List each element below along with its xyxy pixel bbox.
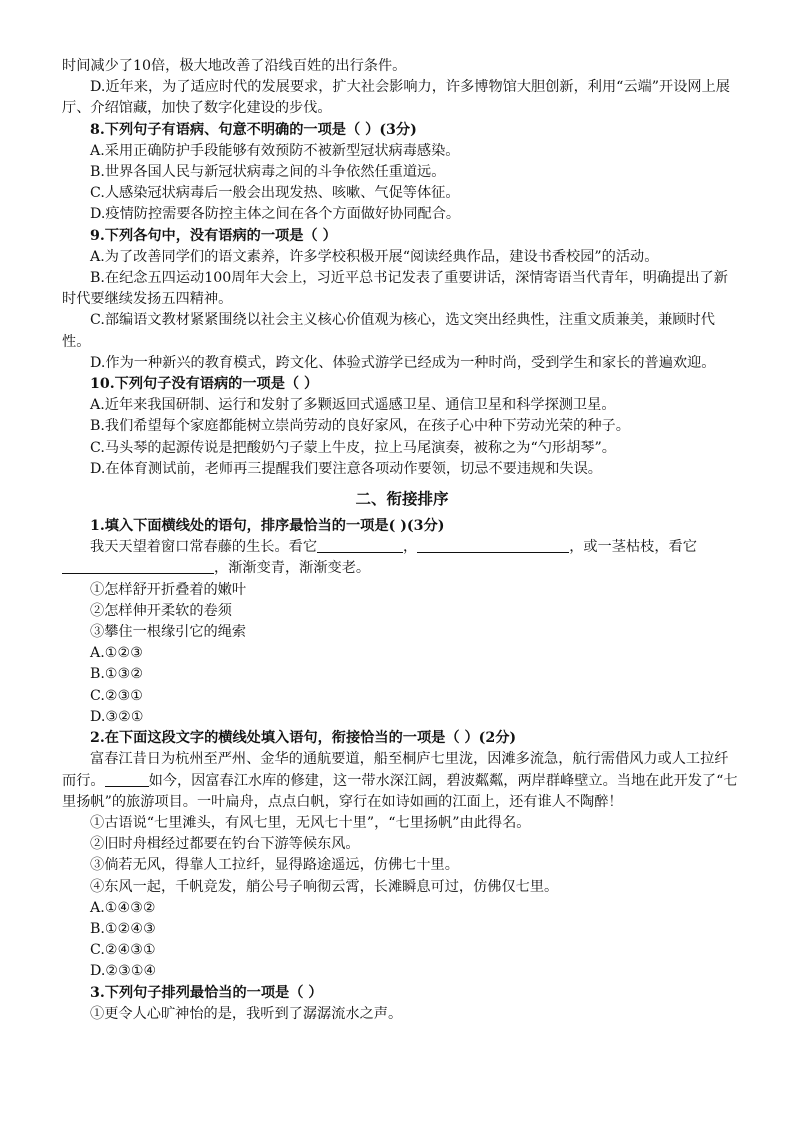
passage-text: ，或一茎枯枝，看它 (569, 539, 697, 556)
option-c: C.②④③① (90, 942, 156, 959)
question-s1: 1.填入下面横线处的语句，排序最恰当的一项是( )(3分) (90, 518, 445, 535)
option-b: B.我们希望每个家庭都能树立崇尚劳动的良好家风，在孩子心中种下劳动光荣的种子。 (90, 418, 630, 435)
fill-blank (62, 559, 214, 574)
option-d: D.在体育测试前，老师再三提醒我们要注意各项动作要领，切忌不要违规和失误。 (90, 460, 602, 477)
choice-4: ④东风一起，千帆竞发，艄公号子响彻云霄，长滩瞬息可过，仿佛仅七里。 (90, 878, 559, 895)
choice-3: ③倘若无风，得靠人工拉纤，显得路途遥远，仿佛七十里。 (90, 857, 459, 874)
option-b: B.①③② (90, 666, 144, 683)
option-c: C.部编语文教材紧紧围绕以社会主义核心价值观为核心，选文突出经典性，注重文质兼美，兼顾时代性。 (62, 312, 715, 350)
passage-text: 富春江昔日为杭州至严州、金华的通航要道，船至桐庐七里泷，因滩多流急，航行需借风力或人工拉纤而行。 (62, 751, 729, 789)
option-a: A.近年来我国研制、运行和发射了多颗返回式遥感卫星、通信卫星和科学探测卫星。 (90, 397, 616, 414)
passage (62, 749, 742, 813)
fill-blank (317, 538, 403, 553)
document-page (62, 56, 742, 1025)
option-c: C.②③① (90, 687, 144, 704)
question-s3: 3.下列句子排列最恰当的一项是（ ） (90, 984, 323, 1001)
option-b: B.①②④③ (90, 920, 156, 937)
choice-1: ①古语说“七里滩头，有风七里，无风七十里”，“七里扬帆”由此得名。 (90, 814, 531, 831)
option-d: D.作为一种新兴的教育模式，跨文化、体验式游学已经成为一种时尚，受到学生和家长的普遍欢迎。 (90, 354, 716, 371)
option-c: C.马头琴的起源传说是把酸奶勺子蒙上牛皮，拉上马尾演奏，被称之为“勺形胡琴”。 (90, 439, 616, 456)
question-s2: 2.在下面这段文字的横线处填入语句，衔接恰当的一项是（ ）(2分) (90, 730, 517, 747)
option-d: D.疫情防控需要各防控主体之间在各个方面做好协同配合。 (90, 206, 461, 223)
choice-1: ①更令人心旷神怡的是，我听到了潺潺流水之声。 (90, 1005, 403, 1022)
choice-1: ①怎样舒开折叠着的嫩叶 (90, 581, 247, 598)
choice-2: ②怎样伸开柔软的卷须 (90, 602, 232, 619)
passage-text: 如今，因富春江水库的修建，这一带水深江阔，碧波粼粼，两岸群峰壁立。当地在此开发了“七里扬帆”的旅游项目。一叶扁舟，点点白帆，穿行在如诗如画的江面上，还有谁人不陶醉！ (62, 772, 738, 810)
option-d: D.③②① (90, 708, 144, 725)
option-d: D.②③①④ (90, 963, 157, 980)
option-b: B.世界各国人民与新冠状病毒之间的斗争依然任重道远。 (90, 164, 446, 181)
passage-text: 我天天望着窗口常春藤的生长。看它 (90, 539, 318, 556)
fill-blank (105, 772, 149, 787)
passage (62, 537, 742, 579)
option-d: D.近年来，为了适应时代的发展要求，扩大社会影响力，许多博物馆大胆创新，利用“云端”开设网上展厅、介绍馆藏，加快了数字化建设的步伐。 (62, 79, 730, 117)
option-b: B.在纪念五四运动100周年大会上，习近平总书记发表了重要讲话，深情寄语当代青年，明确提出了新时代要继续发扬五四精神。 (62, 270, 728, 308)
option-a: A.①④③② (90, 899, 156, 916)
question-9: 9.下列各句中，没有语病的一项是（ ） (90, 227, 337, 244)
passage-text: ，渐渐变青，渐渐变老。 (214, 560, 371, 577)
option-c: C.人感染冠状病毒后一般会出现发热、咳嗽、气促等体征。 (90, 185, 460, 202)
option-a: A.为了改善同学们的语文素养，许多学校积极开展“阅读经典作品，建设书香校园”的活动。 (90, 248, 659, 265)
option-a: A.①②③ (90, 645, 143, 662)
choice-2: ②旧时舟楫经过都要在钓台下游等候东风。 (90, 836, 360, 853)
option-a: A.采用正确防护手段能够有效预防不被新型冠状病毒感染。 (90, 142, 460, 159)
fill-blank (417, 538, 569, 553)
question-10: 10.下列句子没有语病的一项是（ ） (90, 376, 319, 393)
choice-3: ③攀住一根缘引它的绳索 (90, 624, 247, 641)
passage-text: ， (403, 539, 418, 556)
section-heading: 二、衔接排序 (355, 489, 449, 509)
text-line: 时间减少了10倍，极大地改善了沿线百姓的出行条件。 (62, 58, 407, 74)
question-8: 8.下列句子有语病、句意不明确的一项是（ ）(3分) (90, 121, 417, 138)
